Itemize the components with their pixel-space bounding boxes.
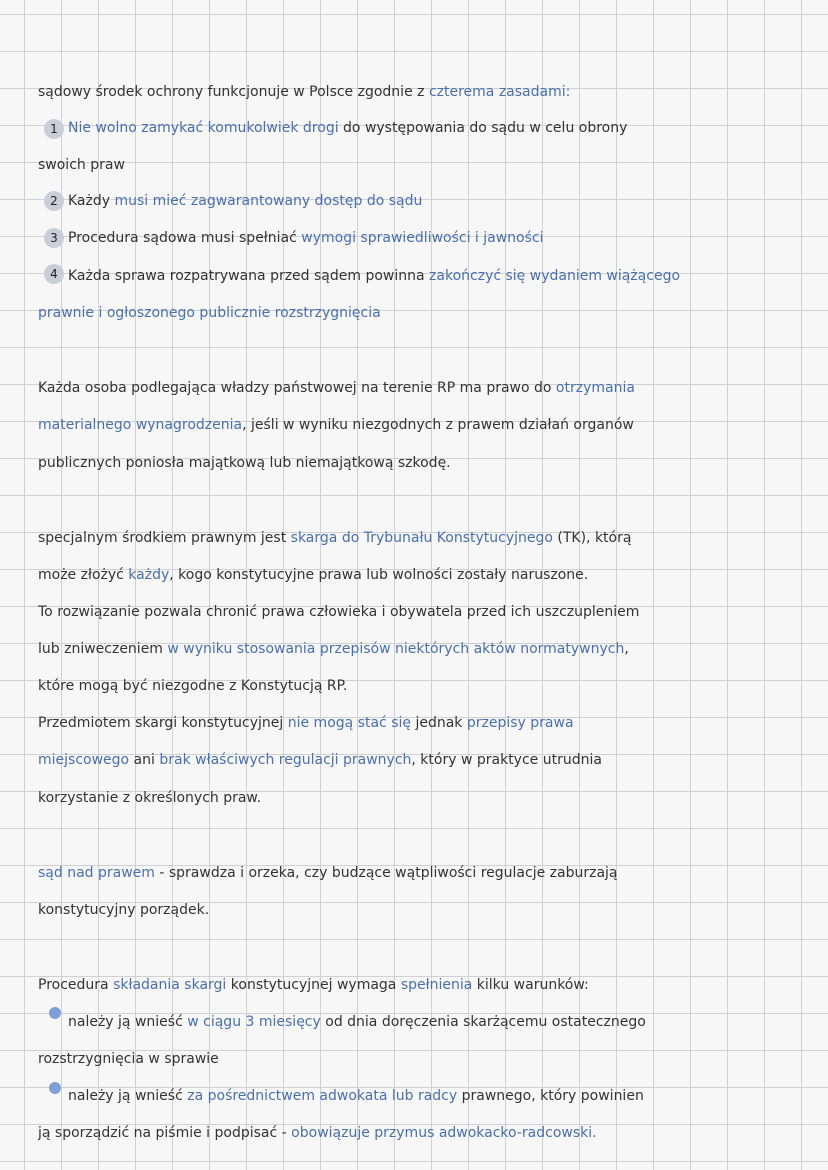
para5-l1-text: Procedura	[38, 977, 114, 993]
para5-l1-text3: kilku warunków:	[472, 977, 589, 993]
bullet-dot-icon	[49, 1007, 61, 1019]
principle-badge-2: 2	[44, 191, 64, 211]
principle-1-continuation: swoich praw	[38, 157, 125, 173]
para3-l2-text2: , kogo konstytucyjne prawa lub wolności zostały naruszone.	[169, 567, 589, 583]
para4-l1-text: - sprawdza i orzeka, czy budzące wątpliwości regulacje zaburzają	[154, 865, 618, 881]
para5-b2-text: należy ją wnieść	[68, 1088, 188, 1104]
para2-l2-text: , jeśli w wyniku niezgodnych z prawem działań organów	[242, 417, 634, 433]
intro-text: sądowy środek ochrony funkcjonuje w Polsce zgodnie z	[38, 84, 429, 100]
para5-line-1	[38, 977, 808, 993]
para3-l2-text: może złożyć	[38, 567, 129, 583]
para2-line-3: publicznych poniosła majątkową lub niemajątkową szkodę.	[38, 455, 451, 471]
para5-b2-text2: prawnego, który powinien	[457, 1088, 644, 1104]
para3-line-3: To rozwiązanie pozwala chronić prawa człowieka i obywatela przed ich uszczupleniem	[38, 604, 640, 620]
para4-l1-highlight: sąd nad prawem	[38, 865, 155, 881]
para3-l6-text2: jednak	[411, 715, 467, 731]
principle-1-line	[68, 120, 808, 136]
para3-l6-highlight2: przepisy prawa	[466, 715, 574, 731]
para3-l4-text: lub zniweczeniem	[38, 641, 168, 657]
para5-l1-highlight2: spełnienia	[400, 977, 473, 993]
principle-1-text: do występowania do sądu w celu obrony	[338, 120, 628, 136]
para3-l1-highlight: skarga do Trybunału Konstytucyjnego	[290, 530, 553, 546]
para3-l7-highlight2: brak właściwych regulacji prawnych	[159, 752, 412, 768]
para4-line-1	[38, 865, 808, 881]
para5-bullet-2	[68, 1088, 808, 1104]
principle-4-text: Każda sprawa rozpatrywana przed sądem powinna	[68, 268, 430, 284]
principle-2-highlight: musi mieć zagwarantowany dostęp do sądu	[114, 193, 423, 209]
principle-1-highlight: Nie wolno zamykać komukolwiek drogi	[68, 120, 339, 136]
principle-4-line	[68, 268, 808, 284]
principle-badge-1: 1	[44, 119, 64, 139]
intro-highlight: czterema zasadami:	[428, 84, 571, 100]
para3-l6-highlight: nie mogą stać się	[287, 715, 411, 731]
para3-l2-highlight: każdy	[128, 567, 170, 583]
para3-line-5: które mogą być niezgodne z Konstytucją RP.	[38, 678, 348, 694]
para2-l1-text: Każda osoba podlegająca władzy państwowej na terenie RP ma prawo do	[38, 380, 556, 396]
para5-b2-highlight: za pośrednictwem adwokata lub radcy	[187, 1088, 458, 1104]
para3-line-7	[38, 752, 808, 768]
para2-l2-highlight: materialnego wynagrodzenia	[38, 417, 243, 433]
para3-line-8: korzystanie z określonych praw.	[38, 790, 262, 806]
principle-4-continuation: prawnie i ogłoszonego publicznie rozstrzygnięcia	[38, 305, 381, 321]
para3-l7-highlight: miejscowego	[38, 752, 130, 768]
para3-line-1	[38, 530, 808, 546]
para3-l7-text: ani	[129, 752, 160, 768]
para5-b1-highlight: w ciągu 3 miesięcy	[187, 1014, 321, 1030]
para5-bullet-1	[68, 1014, 808, 1030]
principle-3-line	[68, 230, 808, 246]
para3-line-2	[38, 567, 808, 583]
para5-l1-text2: konstytucyjnej wymaga	[226, 977, 401, 993]
principle-badge-4: 4	[44, 264, 64, 284]
principle-badge-3: 3	[44, 228, 64, 248]
principle-2-text: Każdy	[68, 193, 115, 209]
para3-l4-text2: ,	[624, 641, 629, 657]
para5-bullet-2-continuation	[38, 1125, 808, 1141]
principle-2-line	[68, 193, 808, 209]
para3-line-6	[38, 715, 808, 731]
para2-l1-highlight: otrzymania	[555, 380, 635, 396]
bullet-dot-icon	[49, 1082, 61, 1094]
para3-l1-text2: (TK), którą	[552, 530, 632, 546]
para2-line-2	[38, 417, 808, 433]
para5-l1-highlight: składania skargi	[113, 977, 227, 993]
para5-b1-text: należy ją wnieść	[68, 1014, 188, 1030]
para3-l7-text2: , który w praktyce utrudnia	[411, 752, 602, 768]
para5-bullet-1-continuation: rozstrzygnięcia w sprawie	[38, 1051, 219, 1067]
para3-line-4	[38, 641, 808, 657]
principle-4-highlight: zakończyć się wydaniem wiążącego	[429, 268, 681, 284]
para3-l6-text: Przedmiotem skargi konstytucyjnej	[38, 715, 288, 731]
para3-l1-text: specjalnym środkiem prawnym jest	[38, 530, 291, 546]
para3-l4-highlight: w wyniku stosowania przepisów niektórych aktów normatywnych	[167, 641, 625, 657]
para5-b2-cont-highlight: obowiązuje przymus adwokacko-radcowski.	[291, 1125, 597, 1141]
para5-b2-cont-text: ją sporządzić na piśmie i podpisać -	[38, 1125, 292, 1141]
principle-3-highlight: wymogi sprawiedliwości i jawności	[301, 230, 544, 246]
principle-3-text: Procedura sądowa musi spełniać	[68, 230, 302, 246]
para2-line-1	[38, 380, 808, 396]
para5-b1-text2: od dnia doręczenia skarżącemu ostatecznego	[320, 1014, 646, 1030]
para4-line-2: konstytucyjny porządek.	[38, 902, 210, 918]
intro-line	[38, 84, 808, 100]
